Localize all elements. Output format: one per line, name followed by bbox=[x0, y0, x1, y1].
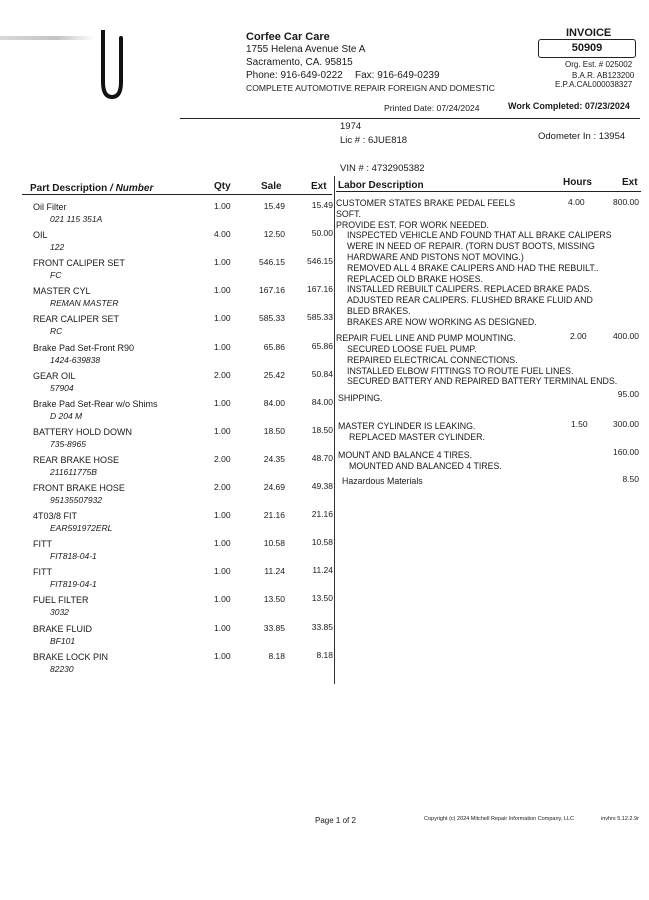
part-qty: 1.00 bbox=[214, 594, 231, 604]
part-sale: 24.69 bbox=[263, 482, 285, 492]
part-number: REMAN MASTER bbox=[50, 298, 119, 308]
part-number-label: / Number bbox=[107, 183, 154, 194]
sale-header: Sale bbox=[261, 181, 282, 192]
parts-header-underline bbox=[22, 194, 332, 195]
invoice-title: INVOICE bbox=[566, 27, 612, 39]
part-name: GEAR OIL bbox=[33, 371, 76, 381]
part-qty: 1.00 bbox=[214, 426, 231, 436]
labor-line: BLED BRAKES. bbox=[347, 306, 411, 316]
part-ext: 10.58 bbox=[311, 537, 333, 547]
part-qty: 1.00 bbox=[214, 257, 231, 267]
invoice-number: 50909 bbox=[538, 39, 636, 58]
part-sale: 15.49 bbox=[263, 201, 285, 211]
part-name: FUEL FILTER bbox=[33, 595, 89, 605]
part-name: Oil Filter bbox=[33, 202, 67, 212]
labor-ext: 8.50 bbox=[622, 474, 639, 484]
paper-clip-mark bbox=[100, 30, 124, 100]
part-sale: 18.50 bbox=[263, 426, 285, 436]
part-ext: 65.86 bbox=[311, 341, 333, 351]
labor-line: INSTALLED REBUILT CALIPERS. REPLACED BRAKE PADS. bbox=[347, 284, 592, 294]
part-qty: 2.00 bbox=[214, 370, 231, 380]
part-name: BRAKE FLUID bbox=[33, 624, 93, 634]
part-ext: 8.18 bbox=[316, 650, 333, 660]
part-number: 57904 bbox=[50, 383, 74, 393]
org-est-number: Org. Est. # 025002 bbox=[565, 60, 633, 69]
part-ext: 84.00 bbox=[311, 397, 333, 407]
part-sale: 33.85 bbox=[263, 623, 285, 633]
labor-hours: 1.50 bbox=[571, 419, 588, 429]
part-name: FRONT BRAKE HOSE bbox=[33, 483, 125, 493]
labor-line: REPAIR FUEL LINE AND PUMP MOUNTING. bbox=[336, 333, 516, 343]
part-sale: 65.86 bbox=[263, 342, 285, 352]
part-number: 021 115 351A bbox=[50, 214, 103, 224]
part-ext: 18.50 bbox=[311, 425, 333, 435]
part-ext: 15.49 bbox=[311, 200, 333, 210]
part-qty: 1.00 bbox=[214, 510, 231, 520]
hours-header: Hours bbox=[563, 177, 592, 188]
part-sale: 25.42 bbox=[263, 370, 285, 380]
part-name: FRONT CALIPER SET bbox=[33, 258, 125, 268]
part-description-header bbox=[30, 183, 153, 194]
part-name: BATTERY HOLD DOWN bbox=[33, 427, 133, 437]
part-sale: 585.33 bbox=[259, 313, 285, 323]
company-tagline: COMPLETE AUTOMOTIVE REPAIR FOREIGN AND DOMESTIC bbox=[246, 83, 495, 93]
part-sale: 84.00 bbox=[263, 398, 285, 408]
labor-hours: 4.00 bbox=[568, 197, 585, 207]
part-qty: 1.00 bbox=[214, 313, 231, 323]
company-fax: Fax: 916-649-0239 bbox=[355, 70, 440, 81]
part-number: RC bbox=[50, 326, 63, 336]
part-ext: 546.15 bbox=[307, 256, 333, 266]
part-qty: 1.00 bbox=[214, 201, 231, 211]
part-name: MASTER CYL bbox=[33, 286, 91, 296]
part-name: OIL bbox=[33, 230, 48, 240]
labor-line: ADJUSTED REAR CALIPERS. FLUSHED BRAKE FLUID AND bbox=[347, 295, 593, 305]
part-ext: 49.38 bbox=[311, 481, 333, 491]
copyright-notice: Copyright (c) 2024 Mitchell Repair Information Company, LLC bbox=[424, 816, 574, 822]
company-address-line2: Sacramento, CA. 95815 bbox=[246, 57, 353, 68]
version-string: invhrs 5.12.2.9r bbox=[601, 816, 639, 822]
labor-description-header: Labor Description bbox=[338, 180, 424, 191]
labor-ext: 400.00 bbox=[613, 331, 639, 341]
part-number: 1424-639838 bbox=[50, 355, 101, 365]
part-qty: 1.00 bbox=[214, 285, 231, 295]
labor-line: CUSTOMER STATES BRAKE PEDAL FEELS bbox=[336, 198, 516, 208]
labor-ext: 95.00 bbox=[617, 389, 639, 399]
part-name: Brake Pad Set-Front R90 bbox=[33, 343, 135, 353]
part-qty: 1.00 bbox=[214, 342, 231, 352]
part-qty: 1.00 bbox=[214, 623, 231, 633]
labor-line: INSPECTED VEHICLE AND FOUND THAT ALL BRAKE CALIPERS bbox=[347, 230, 612, 240]
part-sale: 12.50 bbox=[263, 229, 285, 239]
qty-header: Qty bbox=[214, 181, 231, 192]
labor-line: PROVIDE EST. FOR WORK NEEDED. bbox=[336, 220, 489, 230]
part-qty: 1.00 bbox=[214, 566, 231, 576]
labor-ext: 300.00 bbox=[613, 419, 639, 429]
bar-number: B.A.R. AB123200 bbox=[572, 71, 635, 80]
part-sale: 546.15 bbox=[259, 257, 285, 267]
part-ext: 21.16 bbox=[311, 509, 333, 519]
labor-line: SHIPPING. bbox=[338, 393, 383, 403]
part-sale: 167.16 bbox=[259, 285, 285, 295]
part-sale: 24.35 bbox=[263, 454, 285, 464]
part-ext: 48.70 bbox=[311, 453, 333, 463]
part-ext: 167.16 bbox=[307, 284, 333, 294]
labor-line: SOFT. bbox=[336, 209, 361, 219]
work-completed-date: Work Completed: 07/23/2024 bbox=[508, 101, 630, 111]
labor-line: SECURED BATTERY AND REPAIRED BATTERY TERMINAL ENDS. bbox=[347, 376, 618, 386]
part-number: BF101 bbox=[50, 636, 76, 646]
part-sale: 8.18 bbox=[268, 651, 285, 661]
part-name: FITT bbox=[33, 567, 52, 577]
labor-line: WERE IN NEED OF REPAIR. (TORN DUST BOOTS, MISSING bbox=[347, 241, 595, 251]
part-sale: 11.24 bbox=[264, 566, 285, 576]
part-name: FITT bbox=[33, 539, 52, 549]
labor-line: INSTALLED ELBOW FITTINGS TO ROUTE FUEL LINES. bbox=[347, 366, 574, 376]
labor-line: REPLACED OLD BRAKE HOSES. bbox=[347, 274, 483, 284]
part-qty: 2.00 bbox=[214, 482, 231, 492]
column-divider bbox=[334, 176, 335, 684]
part-ext: 11.24 bbox=[312, 565, 333, 575]
part-name: BRAKE LOCK PIN bbox=[33, 652, 109, 662]
labor-line: REPLACED MASTER CYLINDER. bbox=[349, 432, 485, 442]
company-phone: Phone: 916-649-0222 bbox=[246, 70, 343, 81]
page-indicator: Page 1 of 2 bbox=[315, 816, 356, 825]
labor-line: MOUNTED AND BALANCED 4 TIRES. bbox=[349, 461, 502, 471]
part-number: 3032 bbox=[50, 607, 69, 617]
part-number: FC bbox=[50, 270, 62, 280]
part-name: 4T03/8 FIT bbox=[33, 511, 78, 521]
labor-line: HARDWARE AND PISTONS NOT MOVING.) bbox=[347, 252, 524, 262]
labor-line: MASTER CYLINDER IS LEAKING. bbox=[338, 421, 476, 431]
part-number: FIT818-04-1 bbox=[50, 551, 97, 561]
header-divider bbox=[180, 118, 640, 119]
labor-header-underline bbox=[336, 191, 641, 192]
part-ext: 50.00 bbox=[311, 228, 333, 238]
part-qty: 4.00 bbox=[214, 229, 231, 239]
labor-ext: 160.00 bbox=[613, 447, 639, 457]
company-name: Corfee Car Care bbox=[246, 31, 330, 43]
ext-header: Ext bbox=[311, 181, 327, 192]
odometer-reading: Odometer In : 13954 bbox=[538, 131, 626, 142]
part-sale: 13.50 bbox=[263, 594, 285, 604]
part-number: 211611775B bbox=[50, 467, 97, 477]
epa-number: E.P.A.CAL000038327 bbox=[555, 80, 633, 89]
part-qty: 1.00 bbox=[214, 651, 231, 661]
labor-line: REPAIRED ELECTRICAL CONNECTIONS. bbox=[347, 355, 518, 365]
part-number: FIT819-04-1 bbox=[50, 579, 97, 589]
labor-ext: 800.00 bbox=[613, 197, 639, 207]
part-name: Brake Pad Set-Rear w/o Shims bbox=[33, 399, 158, 409]
part-number: 82230 bbox=[50, 664, 74, 674]
labor-ext-header: Ext bbox=[622, 177, 638, 188]
part-ext: 585.33 bbox=[307, 312, 333, 322]
part-number: 735-8965 bbox=[50, 439, 86, 449]
printed-date: Printed Date: 07/24/2024 bbox=[384, 103, 480, 113]
company-address-line1: 1755 Helena Avenue Ste A bbox=[246, 44, 366, 55]
license-number: Lic # : 6JUE818 bbox=[340, 135, 408, 146]
part-number: EAR591972ERL bbox=[50, 523, 113, 533]
labor-hours: 2.00 bbox=[570, 331, 587, 341]
vehicle-year: 1974 bbox=[340, 121, 362, 132]
part-ext: 50.84 bbox=[311, 369, 333, 379]
part-qty: 1.00 bbox=[214, 398, 231, 408]
part-name: REAR CALIPER SET bbox=[33, 314, 120, 324]
part-qty: 1.00 bbox=[214, 538, 231, 548]
labor-line: BRAKES ARE NOW WORKING AS DESIGNED. bbox=[347, 317, 537, 327]
vin-number: VIN # : 4732905382 bbox=[340, 163, 425, 174]
part-sale: 21.16 bbox=[263, 510, 285, 520]
part-description-label: Part Description bbox=[30, 183, 108, 194]
part-ext: 13.50 bbox=[311, 593, 333, 603]
labor-line: SECURED LOOSE FUEL PUMP. bbox=[347, 344, 477, 354]
scan-smudge bbox=[0, 36, 95, 40]
part-ext: 33.85 bbox=[311, 622, 333, 632]
labor-line: MOUNT AND BALANCE 4 TIRES. bbox=[338, 450, 473, 460]
part-number: 95135507932 bbox=[50, 495, 103, 505]
part-number: 122 bbox=[50, 242, 65, 252]
part-sale: 10.58 bbox=[263, 538, 285, 548]
labor-line: Hazardous Materials bbox=[342, 476, 423, 486]
part-name: REAR BRAKE HOSE bbox=[33, 455, 120, 465]
labor-line: REMOVED ALL 4 BRAKE CALIPERS AND HAD THE REBUILT.. bbox=[347, 263, 599, 273]
part-qty: 2.00 bbox=[214, 454, 231, 464]
part-number: D 204 M bbox=[50, 411, 83, 421]
